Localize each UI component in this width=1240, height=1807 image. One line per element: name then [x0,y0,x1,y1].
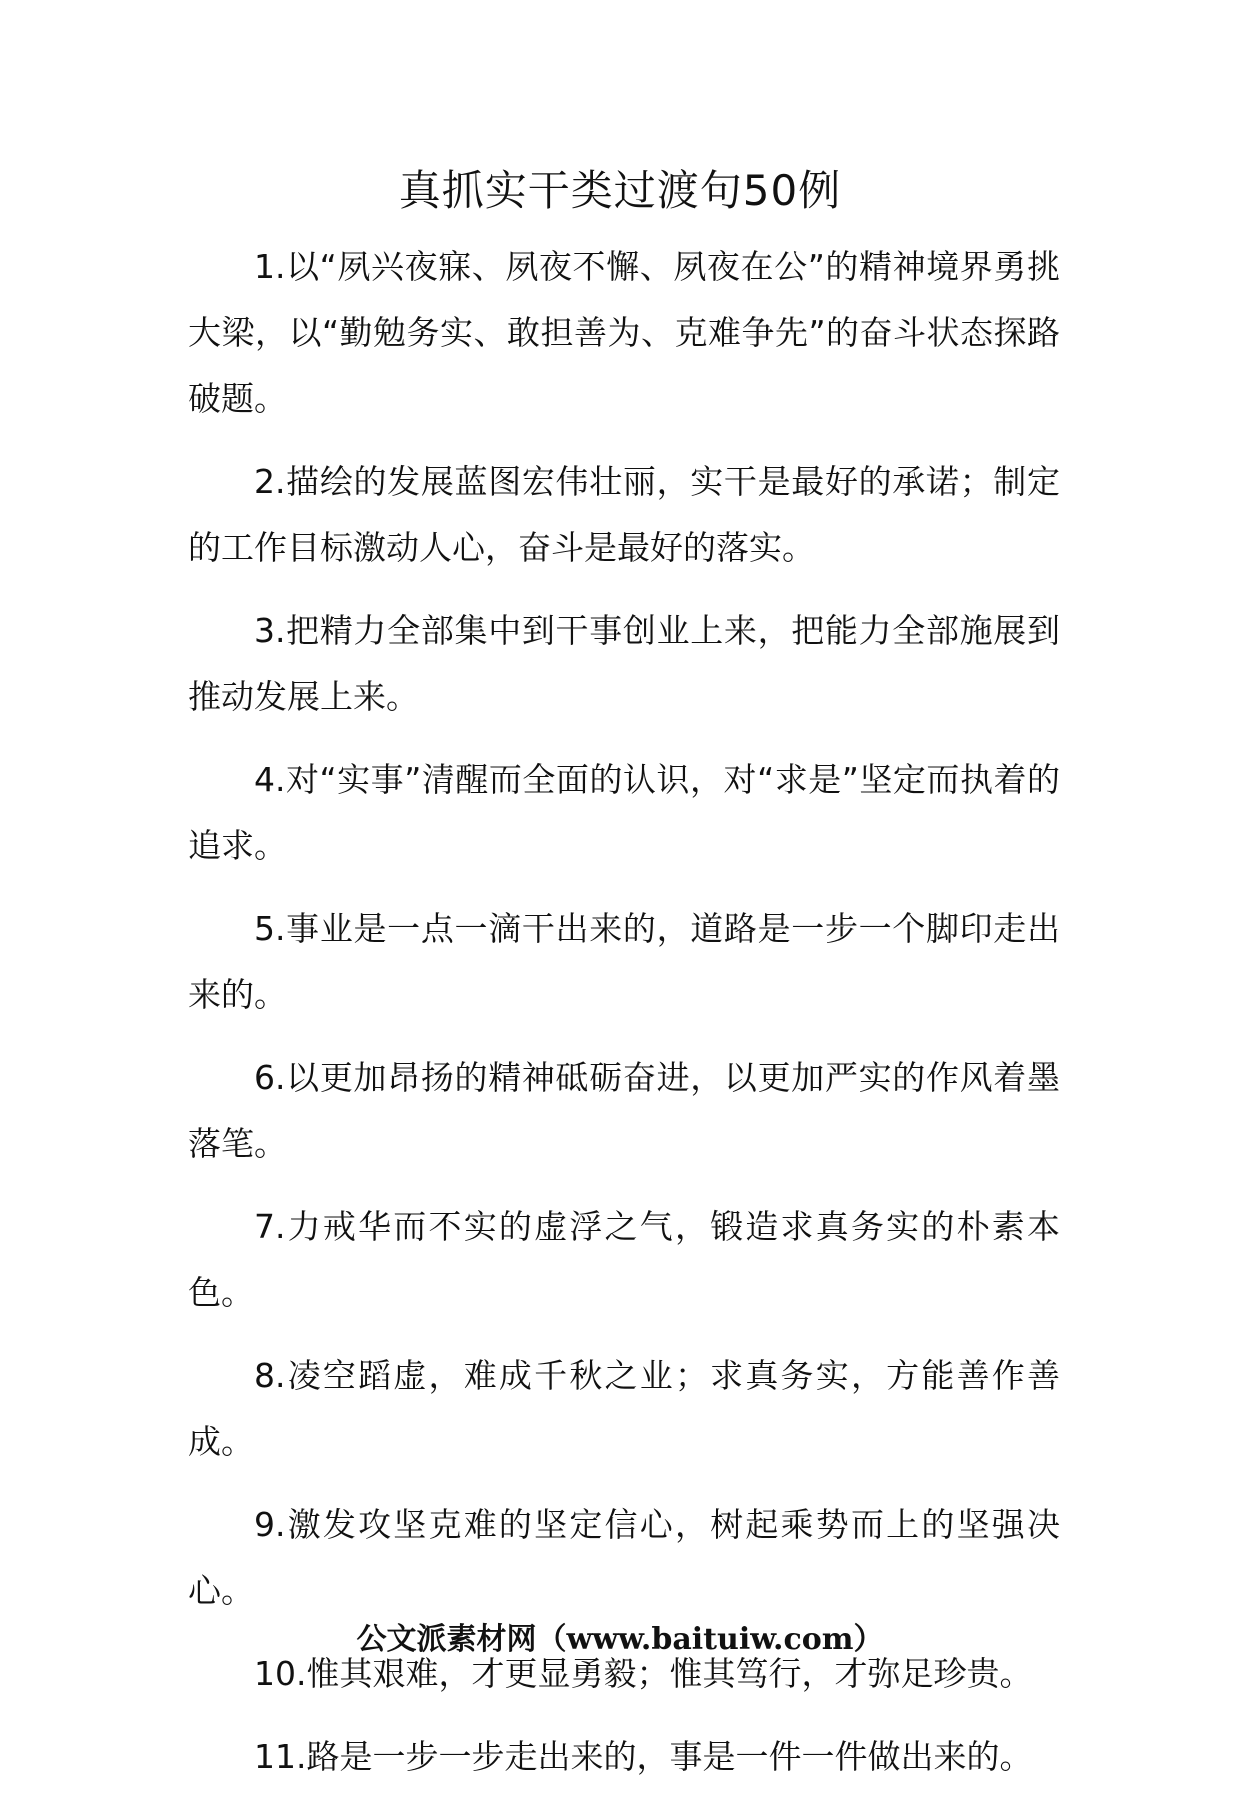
paragraph-1: 1.以“夙兴夜寐、夙夜不懈、夙夜在公”的精神境界勇挑大梁，以“勤勉务实、敢担善为、克难争先”的奋斗状态探路破题。 [188,247,1060,418]
paragraph-3: 3.把精力全部集中到干事创业上来，把能力全部施展到推动发展上来。 [188,611,1060,716]
paragraph-4: 4.对“实事”清醒而全面的认识，对“求是”坚定而执着的追求。 [188,760,1060,865]
paragraph-11: 11.路是一步一步走出来的，事是一件一件做出来的。 [254,1737,1033,1776]
paragraph-10: 10.惟其艰难，才更显勇毅；惟其笃行，才弥足珍贵。 [254,1654,1033,1693]
paragraph-7: 7.力戒华而不实的虚浮之气，锻造求真务实的朴素本色。 [188,1207,1060,1312]
paragraph-5: 5.事业是一点一滴干出来的，道路是一步一个脚印走出来的。 [188,909,1060,1014]
paragraph-6: 6.以更加昂扬的精神砥砺奋进，以更加严实的作风着墨落笔。 [188,1058,1060,1163]
paragraph-2: 2.描绘的发展蓝图宏伟壮丽，实干是最好的承诺；制定的工作目标激动人心，奋斗是最好的落实。 [188,462,1060,567]
page-title: 真抓实干类过渡句50例 [398,166,842,215]
paragraph-9: 9.激发攻坚克难的坚定信心，树起乘势而上的坚强决心。 [188,1505,1060,1610]
document-body [188,234,1060,1807]
footer-watermark: 公文派素材网（www.baituiw.com） [356,1622,884,1657]
paragraph-8: 8.凌空蹈虚，难成千秋之业；求真务实，方能善作善成。 [188,1356,1060,1461]
